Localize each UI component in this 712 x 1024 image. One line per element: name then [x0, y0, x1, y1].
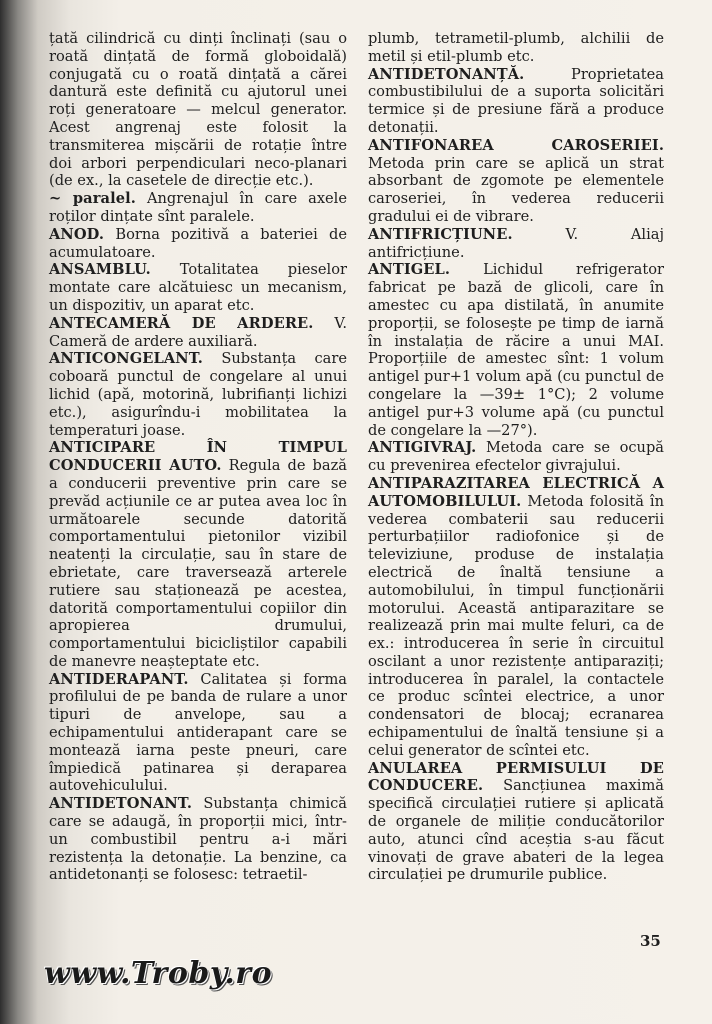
entry-antigivraj: [368, 439, 664, 475]
entry-text: Metoda prin care se aplică un strat absorbant de zgomote pe elementele caroseriei, în vederea reducerii gradului ei de vibrare.: [368, 154, 664, 225]
right-column: [368, 30, 664, 884]
entry-text: Lichidul refrigerator fabricat pe bază de glicoli, care în amestec cu apa distilată, în anumite proporții, se folosește pe timp de iarnă în instalația de răcire a unui MAI. Proporțiile de amestec sînt: 1 volum antigel pur+1 volum apă (cu punctul de congelare la —39± 1°C); 2 volume antigel pur+3 volume apă (cu punctul de congelare la —27°).: [368, 261, 664, 439]
entry-headword: ANSAMBLU.: [49, 261, 151, 279]
entry-text: Borna pozitivă a bateriei de acumulatoare.: [49, 225, 348, 261]
entry-headword: ANTICONGELANT.: [49, 350, 203, 368]
entry-antecamera: [49, 315, 347, 351]
entry-angrenaj-paralel: [49, 190, 347, 226]
entry-text: plumb, tetrametil-plumb, alchilii de metil și etil-plumb etc.: [368, 30, 664, 65]
entry-antiparazitarea: [368, 475, 664, 760]
page-number: 35: [640, 932, 661, 950]
entry-headword: ANOD.: [49, 225, 105, 243]
entry-headword: ANTIFRICȚIUNE.: [368, 225, 513, 243]
entry-headword: ~ paralel.: [49, 190, 136, 208]
entry-text: Angrenajul în care axele roților dințate sînt paralele.: [49, 190, 347, 225]
entry-headword: ANULAREA PERMISULUI DE CONDUCERE.: [368, 759, 664, 795]
entry-continuation: [368, 30, 664, 66]
entry-text: Substanța care coboară punctul de congelare al unui lichid (apă, motorină, lubrifianți lichizi etc.), asigurîndu-i mobilitatea la temperaturi joase.: [49, 350, 347, 439]
entry-antidetonant: [49, 795, 347, 884]
entry-antigel: [368, 261, 664, 439]
entry-text: Metoda care se ocupă cu prevenirea efectelor givrajului.: [368, 439, 664, 475]
left-column: [49, 30, 347, 884]
entry-text: țată cilindrică cu dinți înclinați (sau o roată dințată de formă globoidală) conjugată cu o roată dințată a cărei dantură este definită cu ajutorul unei roți generatoare — melcul generator. Acest angrenaj este folosit la transmiterea mișcării de rotație între doi arbori perpendiculari neco-planari (de ex., la casetele de direcție etc.).: [49, 30, 347, 190]
entry-headword: ANTIFONAREA CAROSERIEI.: [368, 136, 664, 154]
entry-headword: ANTIPARAZITAREA ELECTRICĂ A AUTOMOBILULUI.: [368, 474, 664, 510]
entry-text: Substanța chimică care se adaugă, în proporții mici, într-un combustibil pentru a-i mări rezistența la detonație. La benzine, ca antidetonanți se folosesc: tetraetil-: [49, 795, 347, 884]
entry-antifonarea: [368, 137, 664, 226]
entry-headword: ANTIDERAPANT.: [49, 670, 189, 688]
entry-text: Proprietatea combustibilului de a suporta solicitări termice și de presiune fără a produce detonații.: [368, 65, 664, 136]
entry-text: Metoda folosită în vederea combaterii sau reducerii perturbațiilor radiofonice și de televiziune, produse de instalația electrică de înaltă tensiune a automobilului, în timpul funcționării motorului. Această antiparazitare se realizează prin mai multe feluri, ca de ex.: introducerea în serie în circuitul oscilant a unor rezistențe antiparaziți; introducerea în paralel, la contactele ce produc scîntei electrice, a unor condensatori de blocaj; ecranarea echipamentului de înaltă tensiune și a celui generator de scîntei etc.: [368, 492, 664, 759]
entry-headword: ANTIGEL.: [368, 261, 451, 279]
entry-text: V. Aliaj antifricțiune.: [368, 225, 664, 261]
entry-headword: ANTECAMERĂ DE ARDERE.: [49, 314, 314, 332]
entry-anticipare: [49, 439, 347, 670]
entry-ansamblu: [49, 261, 347, 314]
entry-anularea-permisului: [368, 760, 664, 885]
entry-antidetonanta: [368, 66, 664, 137]
entry-antiderapant: [49, 671, 347, 796]
entry-antifrictiune: [368, 226, 664, 262]
entry-headword: ANTIDETONANT.: [49, 795, 193, 813]
entry-text: V. Cameră de ardere auxiliară.: [49, 314, 347, 350]
entry-headword: ANTICIPARE ÎN TIMPUL CONDUCERII AUTO.: [49, 439, 347, 475]
entry-text: Sancțiunea maximă specifică circulației rutiere și aplicată de organele de miliție conducătorilor auto, atunci cînd aceștia s-au făcut vinovați de grave abateri de la legea circulației pe drumurile publice.: [368, 777, 664, 884]
entry-text: Regula de bază a conducerii preventive prin care se prevăd acțiunile ce ar putea avea loc în următoarele secunde datorită comportamentului pietonilor vizibil neatenți la circulație, sau în stare de ebrietate, care traversează arterele rutiere sau staționează pe acestea, datorită comportamentului copiilor din apropierea drumului, comportamentului bicicliștilor capabili de manevre neașteptate etc.: [49, 457, 347, 670]
entry-text: Totalitatea pieselor montate care alcătuiesc un mecanism, un dispozitiv, un aparat etc.: [49, 261, 347, 314]
site-watermark: www.Troby.ro: [44, 956, 273, 991]
entry-continuation: [49, 30, 347, 190]
entry-headword: ANTIDETONANȚĂ.: [368, 65, 525, 83]
entry-anticongelant: [49, 350, 347, 439]
entry-text: Calitatea și forma profilului de pe banda de rulare a unor tipuri de anvelope, sau a echipamentului antiderapant care se montează iarna peste pneuri, care împiedică patinarea și deraparea autovehiculului.: [49, 670, 348, 795]
entry-headword: ANTIGIVRAJ.: [368, 439, 477, 457]
entry-anod: [49, 226, 347, 262]
